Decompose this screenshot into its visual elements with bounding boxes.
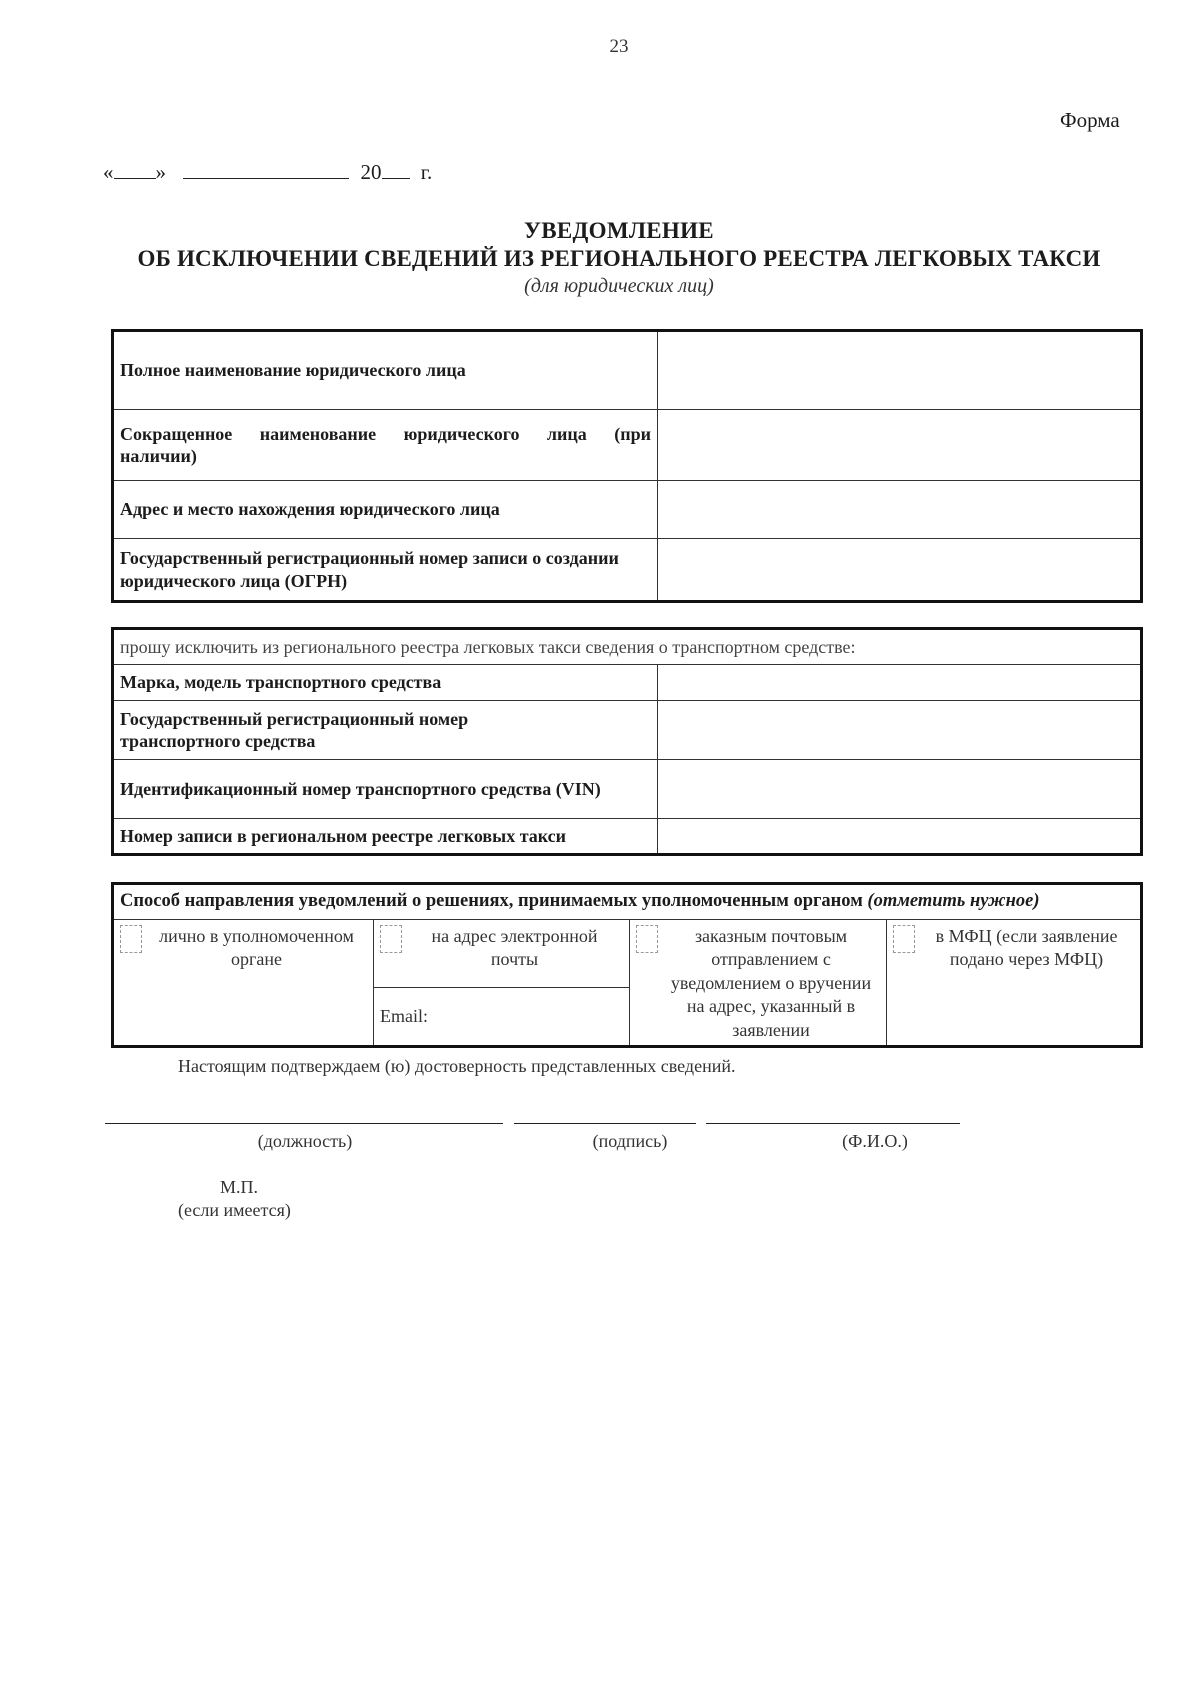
table-row: [113, 410, 1142, 481]
option-post-checkbox[interactable]: [636, 925, 658, 953]
year-blank[interactable]: [382, 160, 410, 179]
option-in-person[interactable]: [113, 920, 374, 1047]
entity-full-name-field[interactable]: [658, 331, 1142, 410]
close-quote: »: [155, 160, 166, 184]
option-mfc-checkbox[interactable]: [893, 925, 915, 953]
option-email-text: на адрес электронной почты: [431, 926, 598, 970]
vehicle-reg-number-label: [113, 701, 658, 760]
entity-ogrn-label: Государственный регистрационный номер записи о создании юридического лица (ОГРН): [113, 539, 658, 602]
option-email-checkbox[interactable]: [380, 925, 402, 953]
notification-header-note: (отметить нужное): [867, 891, 1040, 912]
stamp-label: М.П.: [220, 1177, 259, 1197]
open-quote: «: [103, 160, 114, 184]
entity-ogrn-field[interactable]: [658, 539, 1142, 602]
position-line[interactable]: [105, 1123, 503, 1124]
table-row: [113, 629, 1142, 665]
confirmation-text: Настоящим подтверждаем (ю) достоверность представленных сведений.: [178, 1056, 736, 1076]
name-line[interactable]: [706, 1123, 960, 1124]
option-mfc[interactable]: [887, 920, 1142, 1047]
notification-header: [113, 884, 1142, 920]
registry-record-label: Номер записи в региональном реестре легковых такси: [113, 819, 658, 855]
day-blank[interactable]: [114, 160, 156, 179]
vehicle-model-field[interactable]: [658, 665, 1142, 701]
date-line: [103, 160, 432, 185]
entity-address-label: Адрес и место нахождения юридического лица: [113, 481, 658, 539]
position-label: (должность): [257, 1131, 353, 1151]
vehicle-reg-number-field[interactable]: [658, 701, 1142, 760]
document-title-line2: ОБ ИСКЛЮЧЕНИИ СВЕДЕНИЙ ИЗ РЕГИОНАЛЬНОГО РЕЕСТРА ЛЕГКОВЫХ ТАКСИ: [137, 246, 1101, 271]
registry-record-field[interactable]: [658, 819, 1142, 855]
table-row: [113, 760, 1142, 819]
vehicle-vin-field[interactable]: [658, 760, 1142, 819]
document-title: УВЕДОМЛЕНИЕ: [524, 218, 714, 243]
entity-short-name-line2: наличии): [120, 446, 197, 466]
year-prefix: 20: [360, 160, 382, 184]
table-row: [113, 884, 1142, 920]
table-row: [113, 481, 1142, 539]
vehicle-reg-number-line2: транспортного средства: [120, 731, 316, 751]
vehicle-vin-label: Идентификационный номер транспортного средства (VIN): [113, 760, 658, 819]
year-suffix: г.: [420, 160, 433, 184]
table-row: [113, 331, 1142, 410]
stamp-note: (если имеется): [178, 1200, 291, 1220]
notification-header-text: Способ направления уведомлений о решениях, принимаемых уполномоченным органом: [120, 891, 863, 912]
option-in-person-text: лично в уполномоченном органе: [159, 926, 354, 970]
option-in-person-checkbox[interactable]: [120, 925, 142, 953]
vehicle-table: [111, 627, 1143, 856]
page-number: 23: [609, 36, 629, 57]
entity-short-name-field[interactable]: [658, 410, 1142, 481]
option-email[interactable]: [374, 920, 630, 988]
option-post[interactable]: [630, 920, 887, 1047]
table-row: [113, 539, 1142, 602]
table-row: [113, 665, 1142, 701]
document-subtitle: (для юридических лиц): [524, 275, 714, 297]
entity-address-field[interactable]: [658, 481, 1142, 539]
vehicle-reg-number-line1: Государственный регистрационный номер: [120, 708, 469, 729]
signature-label: (подпись): [592, 1131, 668, 1151]
table-row: [113, 920, 1142, 988]
form-label: Форма: [1060, 108, 1120, 132]
table-row: [113, 819, 1142, 855]
signature-line[interactable]: [514, 1123, 696, 1124]
option-post-text: заказным почтовым отправлением с уведомлением о вручении на адрес, указанный в заявлении: [670, 926, 872, 1040]
entity-full-name-label: Полное наименование юридического лица: [113, 331, 658, 410]
entity-short-name-label: [113, 410, 658, 481]
email-field[interactable]: Email:: [374, 988, 630, 1047]
table-row: [113, 701, 1142, 760]
vehicle-model-label: Марка, модель транспортного средства: [113, 665, 658, 701]
month-blank[interactable]: [183, 160, 349, 179]
name-label: (Ф.И.О.): [842, 1131, 908, 1151]
entity-short-name-line1: Сокращенное наименование юридического лица (при: [120, 423, 651, 444]
vehicle-table-header: прошу исключить из регионального реестра легковых такси сведения о транспортном средстве:: [113, 629, 1142, 665]
option-mfc-text: в МФЦ (если заявление подано через МФЦ): [935, 926, 1118, 970]
notification-table: [111, 882, 1143, 1048]
entity-table: [111, 329, 1143, 603]
